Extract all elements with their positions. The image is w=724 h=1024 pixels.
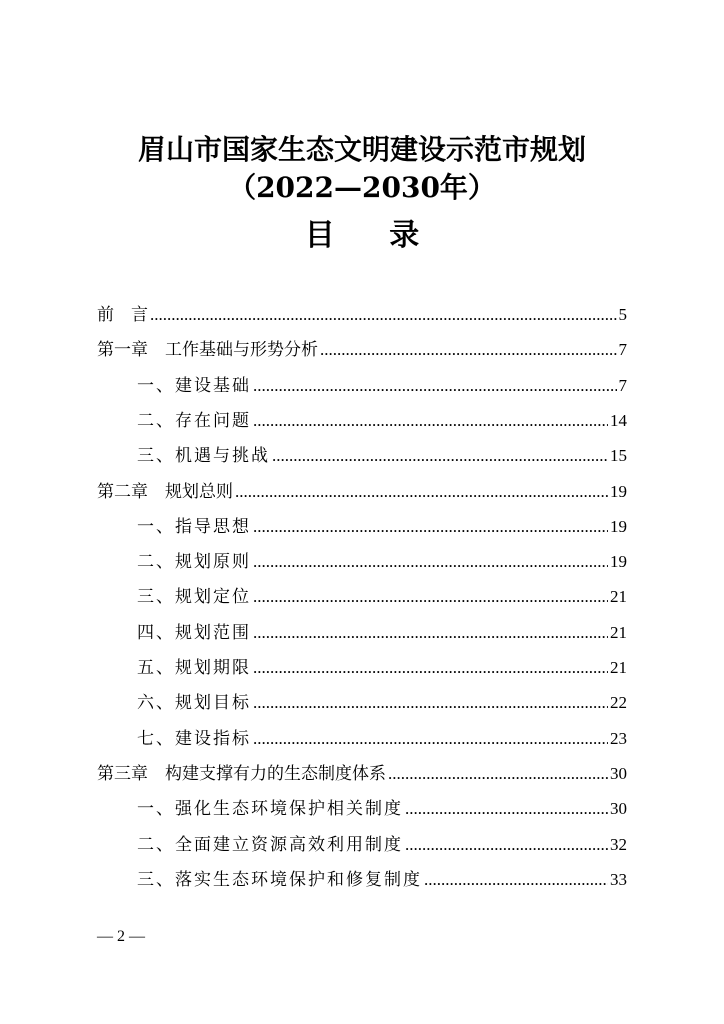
- toc-dot-leader: [253, 372, 617, 400]
- toc-dot-leader: [253, 619, 608, 647]
- toc-chapter-entry[interactable]: [97, 760, 627, 788]
- toc-entry-page-number: 23: [610, 728, 627, 748]
- document-title: 眉山市国家生态文明建设示范市规划: [137, 133, 586, 166]
- toc-entry-page-number: 19: [610, 481, 627, 501]
- toc-dot-leader: [150, 301, 617, 329]
- toc-dot-leader: [424, 866, 608, 894]
- toc-dot-leader: [253, 725, 608, 753]
- toc-entry-page-number: 32: [610, 834, 627, 854]
- toc-entry-page-number: 33: [610, 869, 627, 889]
- toc-entry-label: 一、指导思想: [137, 516, 251, 537]
- toc-entry-page-number: 14: [610, 410, 627, 430]
- toc-entry-page-number: 30: [610, 763, 627, 783]
- toc-entry-label: 前 言: [97, 305, 148, 325]
- toc-entry-label: 第三章 构建支撑有力的生态制度体系: [97, 763, 386, 784]
- toc-entry-label: 一、强化生态环境保护相关制度: [137, 799, 403, 820]
- toc-entry-label: 第一章 工作基础与形势分析: [97, 340, 318, 361]
- toc-entry-page-number: 7: [618, 375, 627, 395]
- toc-entry-label: 二、全面建立资源高效利用制度: [137, 834, 403, 855]
- toc-entry-label: 七、建设指标: [137, 728, 251, 749]
- toc-dot-leader: [253, 407, 608, 435]
- toc-entry-label: 三、落实生态环境保护和修复制度: [137, 869, 422, 890]
- toc-entry-label: 一、建设基础: [137, 375, 251, 396]
- toc-entry-page-number: 19: [610, 516, 627, 536]
- document-subtitle: （2022—2030年）: [228, 171, 496, 204]
- toc-entry-label: 第二章 规划总则: [97, 481, 233, 502]
- toc-dot-leader: [388, 760, 608, 788]
- toc-entry-page-number: 7: [618, 340, 627, 360]
- toc-dot-leader: [272, 442, 608, 470]
- toc-heading: 目 录: [304, 218, 442, 253]
- toc-entry-label: 二、存在问题: [137, 410, 251, 431]
- toc-section-entry[interactable]: [137, 548, 627, 576]
- toc-section-entry[interactable]: [137, 407, 627, 435]
- toc-dot-leader: [320, 336, 617, 364]
- toc-dot-leader: [405, 795, 608, 823]
- toc-section-entry[interactable]: [137, 866, 627, 894]
- toc-entry-label: 二、规划原则: [137, 552, 251, 573]
- toc-entry-label: 五、规划期限: [137, 658, 251, 678]
- toc-section-entry[interactable]: [137, 689, 627, 717]
- toc-entry-label: 三、机遇与挑战: [137, 446, 270, 467]
- toc-section-entry[interactable]: [137, 442, 627, 470]
- page-number: — 2 —: [97, 928, 145, 945]
- toc-section-entry[interactable]: [137, 619, 627, 647]
- toc-dot-leader: [235, 478, 608, 506]
- toc-entry-label: 四、规划范围: [137, 622, 251, 643]
- toc-dot-leader: [253, 583, 608, 611]
- toc-dot-leader: [405, 831, 608, 859]
- toc-entry-page-number: 21: [610, 587, 627, 607]
- toc-section-entry[interactable]: [137, 583, 627, 611]
- toc-dot-leader: [253, 513, 608, 541]
- toc-entry-page-number: 15: [610, 446, 627, 466]
- toc-section-entry[interactable]: [137, 654, 627, 682]
- toc-dot-leader: [253, 689, 608, 717]
- toc-chapter-entry[interactable]: [97, 336, 627, 364]
- toc-section-entry[interactable]: [137, 513, 627, 541]
- toc-section-entry[interactable]: [137, 831, 627, 859]
- toc-entry-page-number: 21: [610, 658, 627, 677]
- toc-entry-page-number: 5: [618, 305, 627, 324]
- toc-section-entry[interactable]: [137, 372, 627, 400]
- toc-section-entry[interactable]: [137, 725, 627, 753]
- toc-entry-page-number: 30: [610, 799, 627, 819]
- toc-entry-page-number: 19: [610, 552, 627, 572]
- toc-dot-leader: [253, 654, 608, 682]
- toc-chapter-entry[interactable]: [97, 478, 627, 506]
- toc-entry-page-number: 22: [610, 693, 627, 713]
- toc-dot-leader: [253, 548, 608, 576]
- toc-entry-page-number: 21: [610, 622, 627, 642]
- toc-chapter-entry[interactable]: [97, 301, 627, 329]
- toc-entry-label: 三、规划定位: [137, 587, 251, 608]
- toc-entry-label: 六、规划目标: [137, 693, 251, 714]
- toc-section-entry[interactable]: [137, 795, 627, 823]
